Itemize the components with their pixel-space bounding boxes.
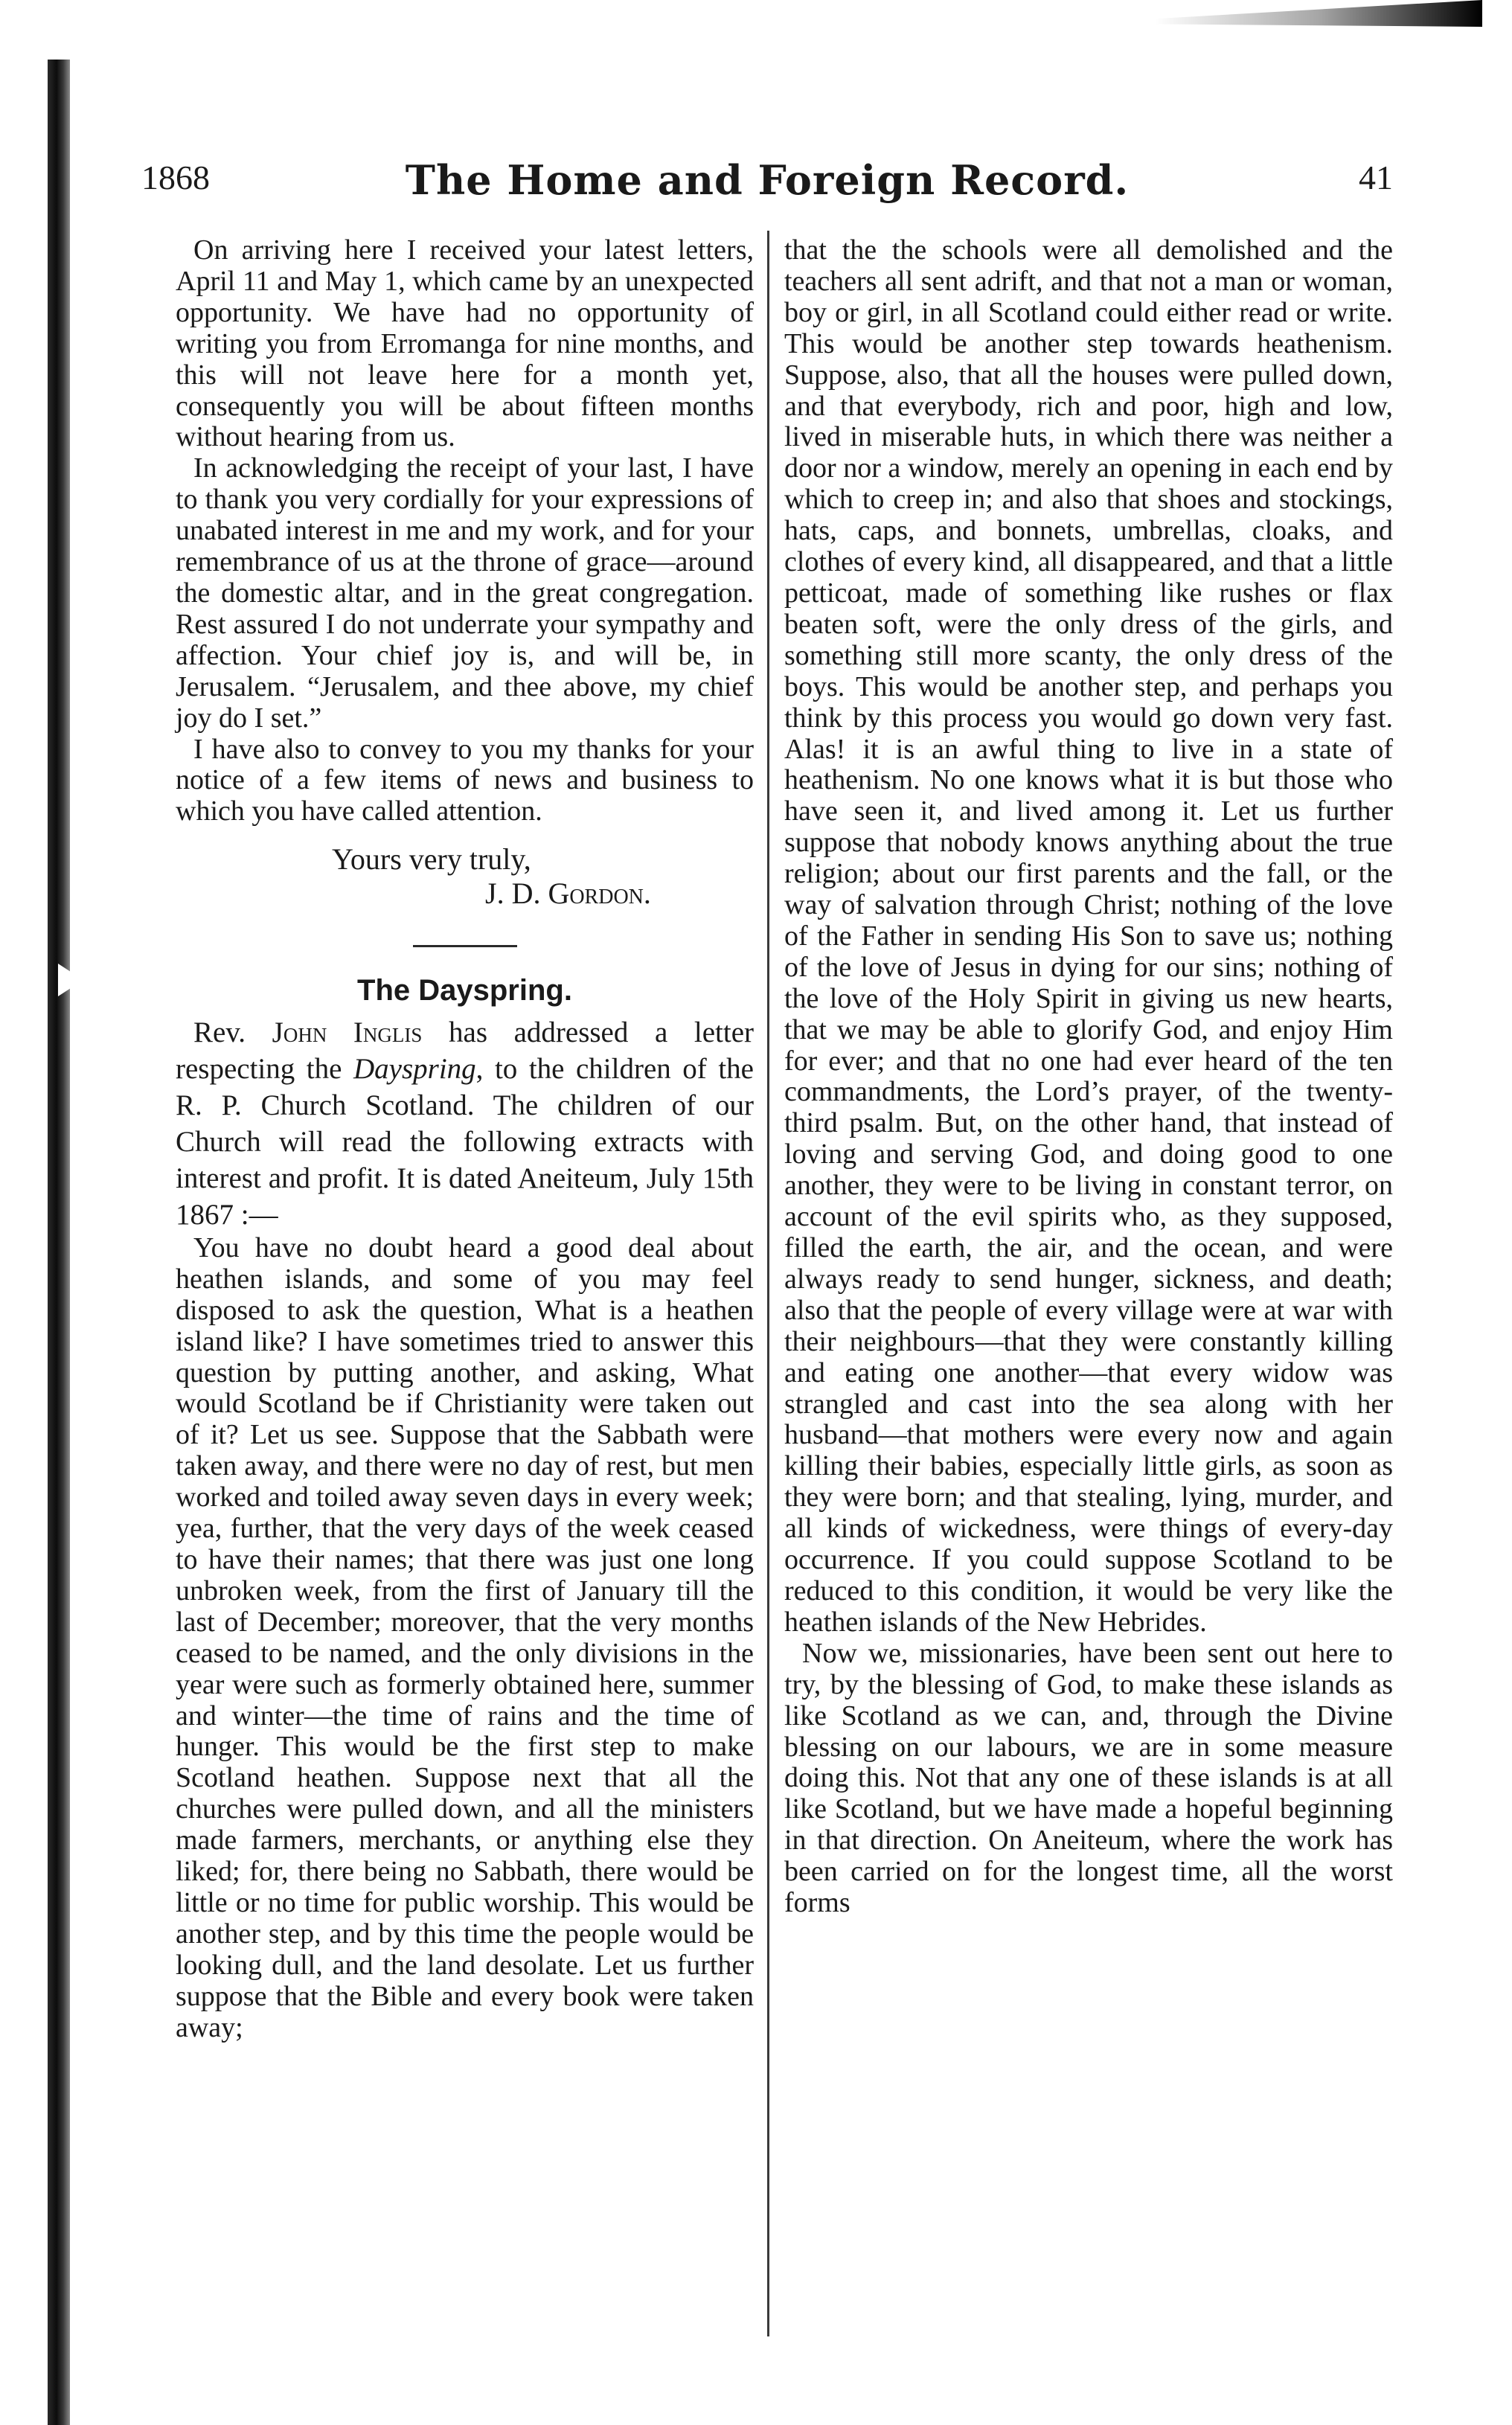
intro-rev: Rev. (193, 1016, 272, 1048)
letter-paragraph: I have also to convey to you my thanks for your notice of a few items of news and business to which you have called attention. (176, 733, 754, 827)
letter-paragraph: On arriving here I received your latest letters, April 11 and May 1, which came by an unexpected opportunity. We have had no opportunity of writing you from Erromanga for nine months, and this will not leave here for a month yet, consequently you will be about fifteen months without hearing from us. (176, 234, 754, 453)
body-paragraph: that the the schools were all demolished and the teachers all sent adrift, and that not a man or woman, boy or girl, in all Scotland could either read or write. This would be another step towards heathenism. Suppose, also, that all the houses were pulled down, and that everybody, rich and poor, high and low, lived in miserable huts, in which there was neither a door nor a window, merely an opening in each end by which to creep in; and also that shoes and stockings, hats, caps, and bonnets, umbrellas, cloaks, and clothes of every kind, all disappeared, and that a little petticoat, made of something like rushes or flax beaten soft, were the only dress of the girls, and something still more scanty, the only dress of the boys. This would be another step, and perhaps you think by this process you would go down very fast. Alas! it is an awful thing to live in a state of heathenism. No one knows what it is but those who have seen it, and lived among it. Let us further suppose that nobody knows anything about the true religion; about our first parents and the fall, or the way of salvation through Christ; nothing of the love of the Father in sending His Son to save us; nothing of the love of Jesus in dying for our sins; nothing of the love of the Holy Spirit in giving us new hearts, that we may be able to glorify God, and enjoy Him for ever; and that no one had ever heard of the ten commandments, the Lord’s prayer, of the twenty-third psalm. But, on the other hand, that instead of loving and serving God, and doing good to one another, they were to be living in constant terror, on account of the evil spirits who, as they supposed, filled the earth, the air, and the ocean, and were always ready to send hunger, sickness, and death; also that the people of every village were at war with their neighbours—that they were constantly killing and eating one another—that every widow was strangled and cast into the sea along with her husband—that mothers were every now and again killing their babies, especially little girls, as soon as they were born; and that stealing, lying, murder, and all kinds of wickedness, were things of every-day occurrence. If you could suppose Scotland to be reduced to this condition, it would be very like the heathen islands of the New Hebrides. (784, 234, 1393, 1638)
left-column (176, 235, 754, 2044)
letter-paragraph: In acknowledging the receipt of your last, I have to thank you very cordially for your expressions of unabated interest in me and my work, and for your remembrance of us at the throne of grace—around the domestic altar, and in the great congregation. Rest assured I do not underrate your sympathy and affection. Your chief joy is, and will be, in Jerusalem. “Jerusalem, and thee above, my chief joy do I set.” (176, 452, 754, 734)
intro-ship-name: Dayspring (353, 1052, 476, 1085)
intro-author-name: John Inglis (272, 1016, 423, 1048)
intro-paragraph (176, 1014, 754, 1233)
section-divider (413, 945, 517, 947)
page-number: 41 (1359, 158, 1393, 196)
body-paragraph: Now we, missionaries, have been sent out here to try, by the blessing of God, to make these islands as like Scotland as we can, and, through the Divine blessing on our labours, we are in some measure doing this. Not that any one of these islands is at all like Scotland, but we have made a hopeful beginning in that direction. On Aneiteum, where the work has been carried on for the longest time, all the worst forms (784, 1637, 1393, 1919)
body-paragraph: You have no doubt heard a good deal about heathen islands, and some of you may feel disposed to ask the question, What is a heathen island like? I have sometimes tried to answer this question by putting another, and asking, What would Scotland be if Christianity were taken out of it? Let us see. Suppose that the Sabbath were taken away, and there were no day of rest, but men worked and toiled away seven days in every week; yea, further, that the very days of the week ceased to have their names; that there was just one long unbroken week, from the first of January till the last of December; moreover, that the very months ceased to be named, and the only divisions in the year were such as formerly obtained here, summer and winter—the time of rains and the time of hunger. This would be the first step to make Scotland heathen. Suppose next that all the churches were pulled down, and all the ministers made farmers, merchants, or anything else they liked; for, there being no Sabbath, there would be little or no time for public worship. This would be another step, and by this time the people would be looking dull, and the land desolate. Let us further suppose that the Bible and every book were taken away; (176, 1231, 754, 2043)
letter-signature: J. D. Gordon. (485, 877, 651, 911)
column-rule (767, 231, 769, 2336)
section-title: The Dayspring. (357, 974, 572, 1008)
letter-closing: Yours very truly, (332, 842, 531, 877)
binding-shadow (48, 60, 70, 2425)
header-title: The Home and Foreign Record. (405, 156, 1130, 204)
right-column (784, 235, 1393, 1919)
intro-text-1: has addressed a letter respecting the (176, 1016, 754, 1085)
header-year: 1868 (141, 158, 210, 196)
binding-notch (58, 964, 83, 996)
intro-text-2: , to the children of the R. P. Church Scotland. The children of our Church will read the following extracts with interest and profit. It is dated Aneiteum, July 15th 1867 :— (176, 1052, 754, 1231)
scan-streak (1155, 0, 1482, 27)
running-header (141, 156, 1393, 208)
